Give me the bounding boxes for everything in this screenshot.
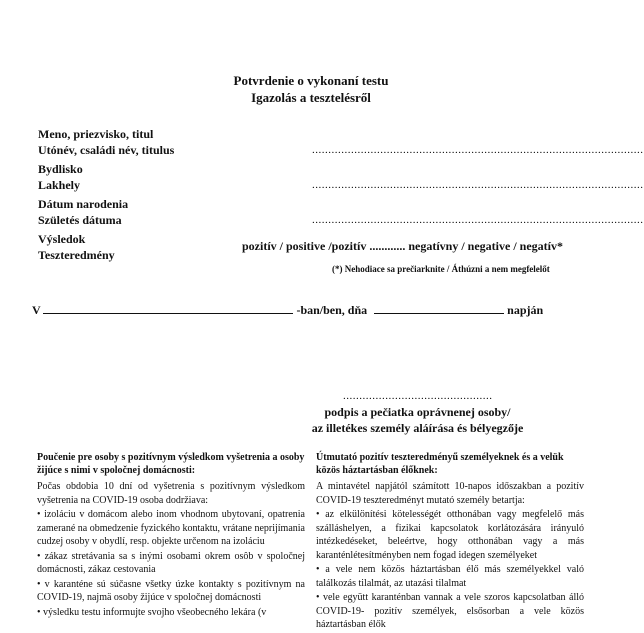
field-address-label-sk: Bydlisko bbox=[38, 162, 83, 176]
field-name-label bbox=[38, 126, 174, 158]
field-address-label-hu: Lakhely bbox=[38, 178, 81, 192]
title-hungarian: Igazolás a tesztelésről bbox=[251, 90, 371, 105]
instructions-hungarian-para: • az elkülönítési kötelességét otthonában vagy megfelelő más szálláshelyen, a fizikai kapcsolatok korlátozására irányuló intézkedéseket, beleértve, hogy otthonában vagy a más karanténlétesítményben nem fogad idegen személyeket bbox=[316, 509, 584, 561]
field-address-label bbox=[38, 161, 83, 193]
instructions-hungarian-para: • vele együtt karanténban vannak a vele szoros kapcsolatban álló COVID-19- pozitív személyek, elsősorban a vele közös háztartásban élők bbox=[316, 592, 584, 630]
field-result-label bbox=[38, 231, 115, 263]
signature-blank[interactable]: .............................................. bbox=[343, 390, 493, 402]
place-mid-text: -ban/ben, dňa bbox=[296, 303, 368, 317]
field-result-label-hu: Teszteredmény bbox=[38, 248, 115, 262]
signature-label-sk: podpis a pečiatka oprávnenej osoby/ bbox=[324, 405, 511, 419]
place-suffix: napján bbox=[507, 303, 544, 317]
strike-through-note: (*) Nehodiace sa prečiarknite / Áthúzni a nem megfelelőt bbox=[332, 264, 550, 274]
signature-label-hu: az illetékes személy aláírása és bélyegzője bbox=[311, 421, 524, 435]
field-birthdate-label bbox=[38, 196, 128, 228]
field-birthdate-blank[interactable]: ...................................................................................................... bbox=[312, 214, 644, 226]
instructions-hungarian-para: • a vele nem közös háztartásban élő más személyekkel való találkozás tilalmát, az utazási tilalmat bbox=[316, 564, 584, 589]
date-blank[interactable] bbox=[374, 303, 504, 314]
instructions-slovak bbox=[37, 451, 305, 620]
instructions-slovak-heading: Poučenie pre osoby s pozitívnym výsledkom vyšetrenia a osoby žijúce s nimi v spoločnej domácnosti: bbox=[37, 452, 305, 476]
result-options[interactable]: pozitív / positive /pozitív ............ negatívny / negative / negatív* bbox=[242, 239, 563, 253]
instructions-slovak-para: • v karanténe sú súčasne všetky úzke kontakty s pozitívnym na COVID-19, najmä osoby žijúce v spoločnej domácnosti bbox=[37, 578, 305, 603]
title-slovak: Potvrdenie o vykonaní testu bbox=[233, 73, 389, 88]
instructions-slovak-para: Počas obdobia 10 dní od vyšetrenia s pozitívnym výsledkom vyšetrenia na COVID-19 osoba dodržiava: bbox=[37, 481, 305, 506]
field-name-blank[interactable]: ...................................................................................................... bbox=[312, 144, 644, 156]
place-date-line bbox=[32, 303, 543, 318]
instructions-hungarian bbox=[316, 451, 584, 633]
instructions-hungarian-heading: Útmutató pozitív teszteredményű személyeknek és a velük közös háztartásban élőknek: bbox=[316, 452, 564, 476]
field-name-label-sk: Meno, priezvisko, titul bbox=[38, 127, 154, 141]
field-address-blank[interactable]: ...................................................................................................... bbox=[312, 179, 644, 191]
instructions-slovak-para: • zákaz stretávania sa s inými osobami okrem osôb v spoločnej domácnosti, zákaz cestovania bbox=[37, 550, 305, 575]
place-blank[interactable] bbox=[43, 303, 293, 314]
instructions-slovak-para: • výsledku testu informujte svojho všeobecného lekára (v bbox=[37, 606, 267, 618]
field-name-label-hu: Utónév, családi név, titulus bbox=[38, 143, 175, 157]
instructions-hungarian-para: A mintavétel napjától számított 10-napos időszakban a pozitív COVID-19 teszteredményt mutató személy betartja: bbox=[316, 481, 584, 506]
field-birthdate-label-hu: Születés dátuma bbox=[38, 213, 122, 227]
field-birthdate-label-sk: Dátum narodenia bbox=[38, 197, 129, 211]
instructions-slovak-para: • izoláciu v domácom alebo inom vhodnom ubytovaní, opatrenia zamerané na obmedzenie fyzického kontaktu, vrátane neprijímania cudzej osoby v obydlí, resp. objekte určenom na izoláciu bbox=[37, 509, 305, 547]
field-result-label-sk: Výsledok bbox=[38, 232, 86, 246]
place-prefix: V bbox=[32, 303, 41, 317]
